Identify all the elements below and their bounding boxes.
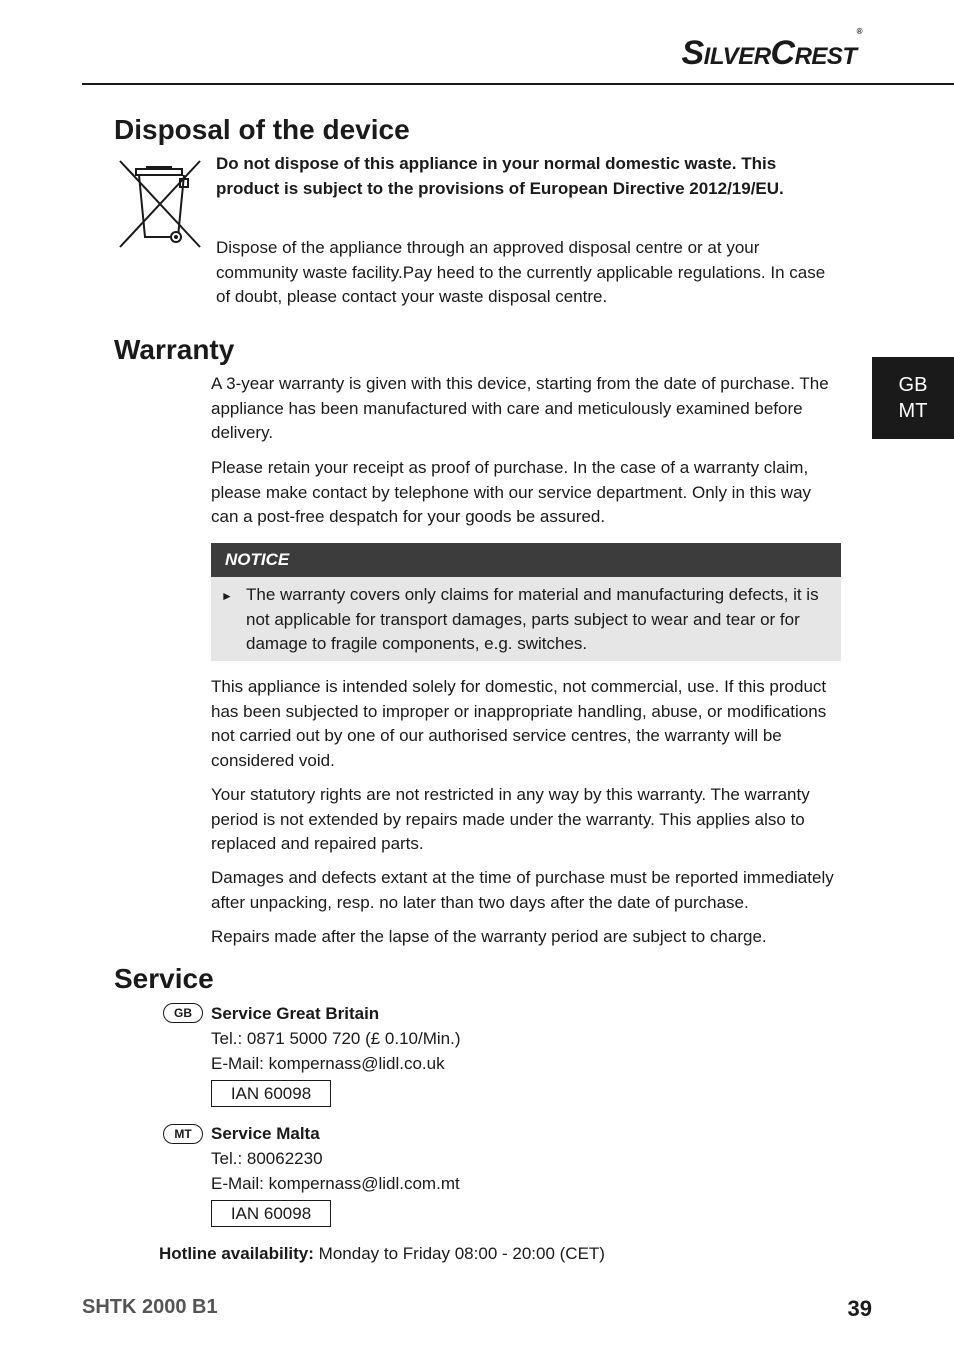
gb-country-badge: GB: [163, 1003, 203, 1023]
warranty-paragraph-1: A 3-year warranty is given with this device, starting from the date of purchase. The appliance has been manufactured with care and meticulously examined before delivery.: [211, 374, 829, 442]
hotline-line: [159, 1242, 605, 1267]
page-number: 39: [847, 1296, 872, 1321]
service-gb-tel: Tel.: 0871 5000 720 (£ 0.10/Min.): [211, 1029, 461, 1048]
hotline-label: Hotline availability:: [159, 1244, 314, 1263]
warranty-paragraph-4: Your statutory rights are not restricted in any way by this warranty. The warranty period is not extended by repairs made under the warranty. This applies also to replaced and repaired parts.: [211, 785, 810, 853]
notice-label: NOTICE: [211, 543, 841, 577]
crossed-out-wheelie-bin-icon: [116, 157, 204, 249]
service-mt-name: Service Malta: [211, 1124, 320, 1143]
footer-model: SHTK 2000 B1: [82, 1296, 218, 1318]
language-tab-gb: GB: [898, 374, 928, 396]
bullet-arrow-icon: ►: [221, 589, 233, 603]
service-mt-tel: Tel.: 80062230: [211, 1149, 323, 1168]
brand-name: SilverCrest: [681, 34, 857, 72]
warranty-paragraph-2: Please retain your receipt as proof of purchase. In the case of a warranty claim, please make contact by telephone with our service department. Only in this way can a post-free despatch for your goods be assured.: [211, 458, 812, 526]
disposal-heading: Disposal of the device: [114, 114, 410, 145]
hotline-text: Monday to Friday 08:00 - 20:00 (CET): [318, 1244, 605, 1263]
registered-mark: ®: [856, 26, 862, 36]
warranty-heading: Warranty: [114, 334, 235, 365]
language-tab: [872, 357, 954, 439]
warranty-paragraph-5: Damages and defects extant at the time of purchase must be reported immediately after unpacking, resp. no later than two days after the date of purchase.: [211, 868, 834, 912]
notice-text: The warranty covers only claims for material and manufacturing defects, it is not applicable for transport damages, parts subject to wear and tear or for damage to fragile components, e.g. switches.: [246, 585, 819, 653]
brand-logo: [681, 26, 863, 73]
disposal-warning: Do not dispose of this appliance in your normal domestic waste. This product is subject to the provisions of European Directive 2012/19/EU.: [216, 154, 784, 198]
warranty-paragraph-3: This appliance is intended solely for domestic, not commercial, use. If this product has been subjected to improper or inappropriate handling, abuse, or modifications not carried out by one of our authorised service centres, the warranty will be considered void.: [211, 677, 827, 770]
service-gb-email: E-Mail: kompernass@lidl.co.uk: [211, 1054, 445, 1073]
service-mt-email: E-Mail: kompernass@lidl.com.mt: [211, 1174, 460, 1193]
notice-box: [211, 543, 841, 661]
service-gb-name: Service Great Britain: [211, 1004, 380, 1023]
disposal-text: Dispose of the appliance through an approved disposal centre or at your community waste facility.Pay heed to the currently applicable regulations. In case of doubt, please contact your waste disposal centre.: [216, 238, 826, 306]
service-gb-ian: IAN 60098: [211, 1080, 331, 1107]
service-mt-ian: IAN 60098: [211, 1200, 331, 1227]
mt-country-badge: MT: [163, 1124, 203, 1144]
warranty-paragraph-6: Repairs made after the lapse of the warranty period are subject to charge.: [211, 927, 767, 946]
service-heading: Service: [114, 963, 214, 994]
language-tab-mt: MT: [898, 400, 928, 422]
header-divider: [82, 83, 954, 85]
notice-body: [211, 577, 841, 661]
